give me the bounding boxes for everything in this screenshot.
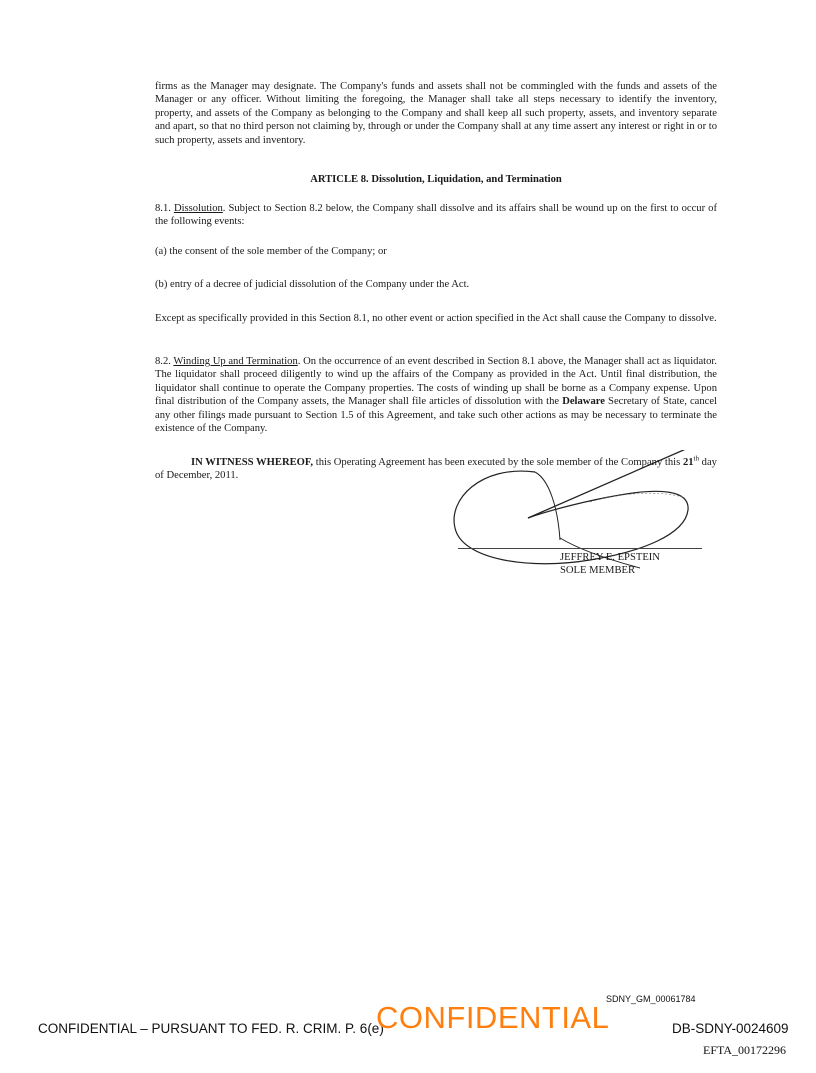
bates-db: DB-SDNY-0024609	[672, 1021, 789, 1036]
section-text: . On the occurrence of an event described in Section 8.1 above, the Manager shall act as liquidator. The liquidator shall proceed diligently to wind up the affairs of the Company as provided in the Act. Until final distribution, the liquidator shall continue to operate the Company properties. The costs of winding up shall be borne as a Company expense. Upon final distribution of the Company assets, the Manager shall file articles of dissolution with the	[155, 356, 717, 408]
confidential-stamp: CONFIDENTIAL	[376, 1000, 610, 1035]
section-number: 8.1.	[155, 203, 171, 214]
witness-text: this Operating Agreement has been executed by the sole member of the Company this	[313, 457, 683, 468]
signer-title: SOLE MEMBER	[560, 565, 636, 576]
paragraph-except-text: Except as specifically provided in this Section 8.1, no other event or action specified in the Act shall cause the Company to dissolve.	[155, 313, 717, 324]
confidential-notice: CONFIDENTIAL – PURSUANT TO FED. R. CRIM. P. 6(e)	[38, 1021, 384, 1036]
list-item-b	[155, 278, 717, 291]
section-8-1	[155, 202, 717, 229]
list-item-a	[155, 245, 717, 258]
section-text: Secretary of State, cancel any other filings made pursuant to Section 1.5 of this Agreement, and take such other actions as may be necessary to terminate the existence of the Company.	[155, 396, 717, 435]
witness-heading: IN WITNESS WHEREOF,	[191, 457, 314, 468]
list-item-a-text: (a) the consent of the sole member of the Company; or	[155, 246, 387, 257]
efta-number: EFTA_00172296	[703, 1043, 787, 1057]
paragraph-intro-text: firms as the Manager may designate. The Company's funds and assets shall not be commingled with the funds and assets of the Manager or any officer. Without limiting the foregoing, the Manager shall take all steps necessary to identify the inventory, property, and assets of the Company as belonging to the Company and shall keep all such property, assets, and inventory separate and apart, so that no third person not claiming by, through or under the Company shall at any time assert any interest or right in or to such property, assets and inventory.	[155, 81, 717, 146]
section-title: Dissolution	[173, 203, 223, 214]
section-title: Winding Up and Termination	[173, 356, 298, 367]
signature-line	[458, 548, 702, 549]
article-heading: ARTICLE 8. Dissolution, Liquidation, and Termination	[310, 174, 562, 185]
section-8-2	[155, 355, 717, 435]
section-number: 8.2.	[155, 356, 171, 367]
witness-end: day of December, 2011.	[155, 457, 717, 482]
signer-name: JEFFREY E. EPSTEIN	[560, 552, 660, 563]
witness-day-suffix: th	[693, 454, 699, 463]
paragraph-except	[155, 312, 717, 325]
section-text: . Subject to Section 8.2 below, the Company shall dissolve and its affairs shall be wound up on the first to occur of the following events:	[155, 203, 717, 228]
list-item-b-text: (b) entry of a decree of judicial dissolution of the Company under the Act.	[155, 279, 470, 290]
section-text-bold: Delaware	[562, 396, 605, 408]
witness-day: 21	[682, 457, 694, 468]
paragraph-intro	[155, 80, 717, 147]
bates-gm: SDNY_GM_00061784	[606, 994, 696, 1004]
